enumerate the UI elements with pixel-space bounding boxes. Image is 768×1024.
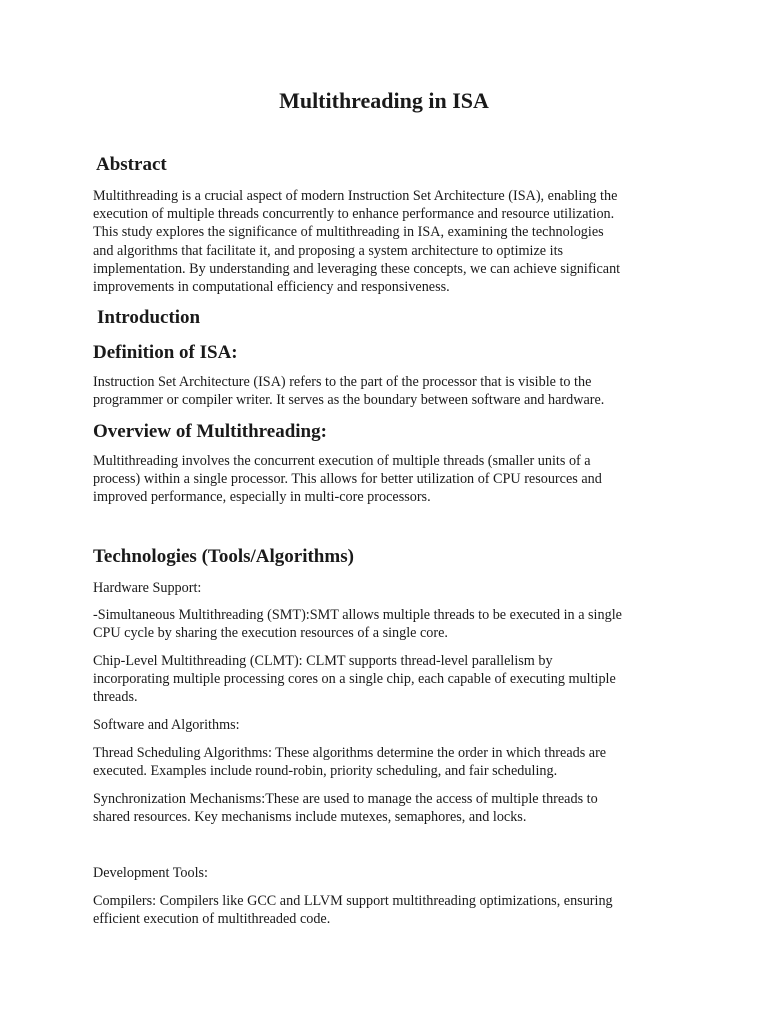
overview-heading: Overview of Multithreading: bbox=[93, 421, 327, 442]
software-label: Software and Algorithms: bbox=[93, 717, 240, 733]
introduction-heading: Introduction bbox=[97, 307, 201, 328]
page-title: Multithreading in ISA bbox=[279, 88, 489, 113]
scheduling-paragraph: Thread Scheduling Algorithms: These algorithms determine the order in which threads are executed. Examples include round-robin, priority scheduling, and fair scheduling. bbox=[93, 745, 607, 780]
sync-paragraph: Synchronization Mechanisms:These are used to manage the access of multiple threads to shared resources. Key mechanisms include mutexes, semaphores, and locks. bbox=[93, 791, 598, 826]
overview-paragraph: Multithreading involves the concurrent execution of multiple threads (smaller units of a process) within a single processor. This allows for better utilization of CPU resources and improved performance, especially in multi-core processors. bbox=[93, 453, 602, 506]
clmt-paragraph: Chip-Level Multithreading (CLMT): CLMT supports thread-level parallelism by incorporating multiple processing cores on a single chip, each capable of executing multiple threads. bbox=[93, 653, 616, 706]
devtools-label: Development Tools: bbox=[93, 865, 208, 881]
definition-paragraph: Instruction Set Architecture (ISA) refers to the part of the processor that is visible to the programmer or compiler writer. It serves as the boundary between software and hardware. bbox=[93, 374, 605, 409]
hardware-support-label: Hardware Support: bbox=[93, 580, 202, 596]
smt-paragraph: -Simultaneous Multithreading (SMT):SMT allows multiple threads to be executed in a single CPU cycle by sharing the execution resources of a single core. bbox=[93, 607, 622, 642]
abstract-heading: Abstract bbox=[96, 154, 167, 175]
technologies-heading: Technologies (Tools/Algorithms) bbox=[93, 546, 354, 567]
compilers-paragraph: Compilers: Compilers like GCC and LLVM support multithreading optimizations, ensuring efficient execution of multithreaded code. bbox=[93, 893, 613, 928]
definition-heading: Definition of ISA: bbox=[93, 342, 238, 363]
abstract-paragraph: Multithreading is a crucial aspect of modern Instruction Set Architecture (ISA), enabling the execution of multiple threads concurrently to enhance performance and resource utilization. This study explores the significance of multithreading in ISA, examining the technologies and algorithms that facilitate it, and proposing a system architecture to optimize its implementation. By understanding and leveraging these concepts, we can achieve significant improvements in computational efficiency and responsiveness. bbox=[93, 188, 621, 296]
